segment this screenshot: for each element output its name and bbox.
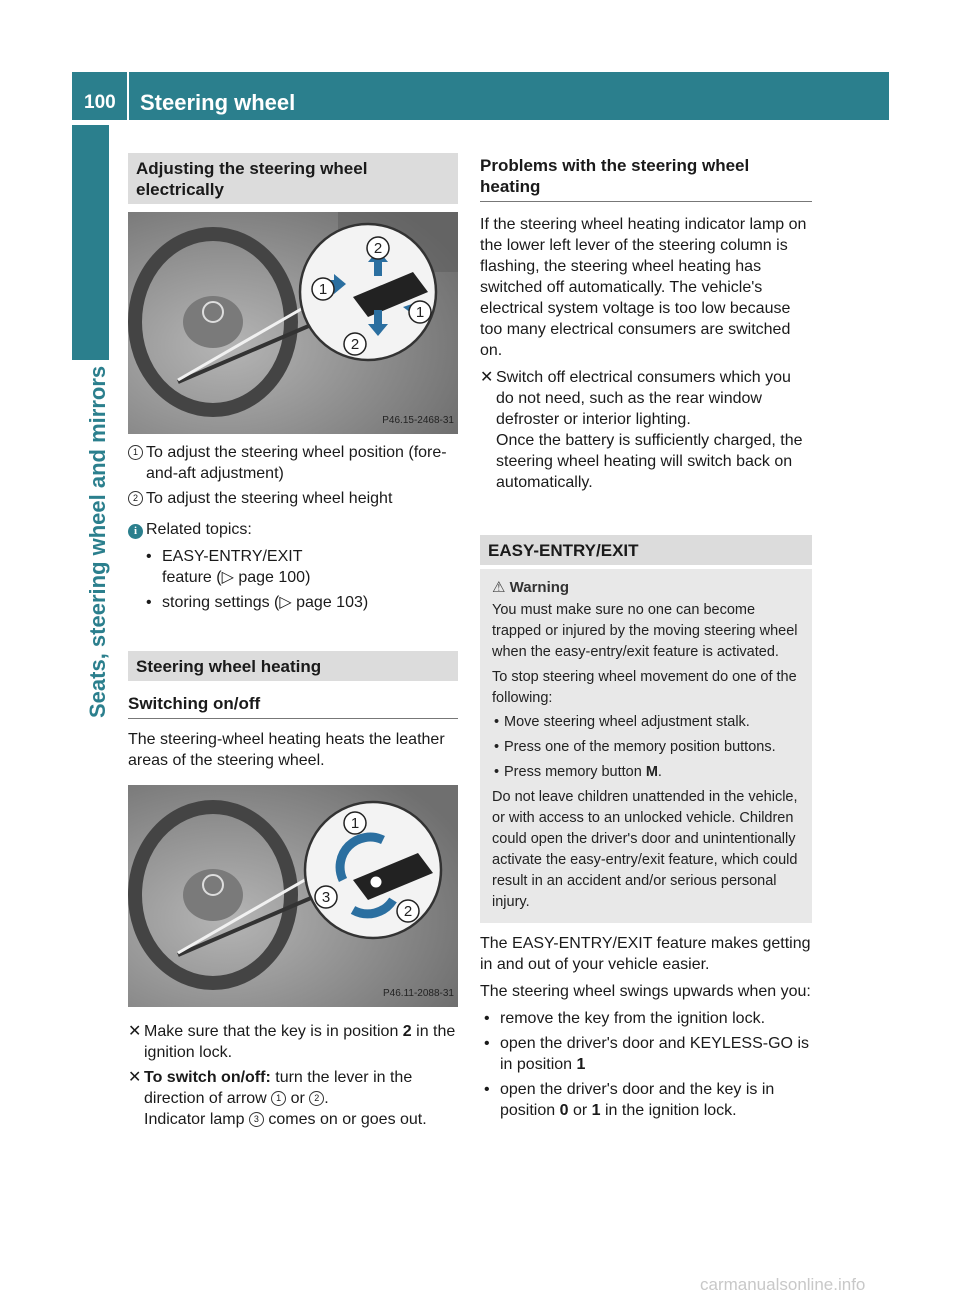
bullet-icon: • [494,739,500,755]
warning-bullet: Move steering wheel adjustment stalk. [504,714,750,730]
list-item [492,712,806,733]
bullet-icon: • [484,1035,490,1052]
callout-item-2 [128,488,458,509]
step-text: Switch off electrical consumers which you do not need, such as the rear window defroster or interior lighting. [496,369,791,428]
marker-circle-1: 1 [271,1091,286,1106]
callout-text: To adjust the steering wheel height [146,490,393,507]
bullet-icon: • [494,714,500,730]
list-text: remove the key from the ignition lock. [500,1010,766,1027]
bullet-icon: • [494,764,500,780]
list-item [128,592,458,613]
callout-2: 2 [403,903,413,920]
list-item [492,737,806,758]
left-column [128,153,458,1130]
callout-2b: 2 [350,336,360,353]
position-value: 1 [576,1056,586,1073]
step-text: or [286,1090,310,1107]
section-heading-adjusting: Adjusting the steering wheel electrically [128,153,458,204]
list-text: open the driver's door and KEYLESS-GO is in position [500,1035,809,1073]
warning-text: You must make sure no one can become trapped or injured by the moving steering wheel when the easy-entry/exit feature is activated. [492,602,798,660]
bullet-icon: • [146,548,152,565]
warning-triangle-icon: ⚠ [492,579,506,596]
step-arrow-icon: ✕ [128,1069,142,1086]
chapter-title: Seats, steering wheel and mirrors [85,365,110,718]
marker-circle-2: 2 [309,1091,324,1106]
list-item [480,1008,812,1029]
page-title: Steering wheel [140,90,296,115]
right-column [480,155,812,1121]
related-link[interactable]: EASY-ENTRY/EXIT feature (▷ page 100) [162,548,311,586]
image-caption: P46.15-2468-31 [382,415,454,426]
list-text: open the driver's door and the key is in position [500,1081,775,1119]
watermark: carmanualsonline.info [700,1275,866,1294]
position-value: 1 [591,1102,601,1119]
warning-bullet: Press memory button [504,764,646,780]
section-heading-heating: Steering wheel heating [128,651,458,681]
step-switch [128,1067,458,1130]
step-arrow-icon: ✕ [128,1023,142,1040]
callout-1b: 1 [415,304,425,321]
step-text: in the ignition lock. [144,1023,456,1061]
section-heading-easy-entry: EASY-ENTRY/EXIT [480,535,812,565]
heating-paragraph: The steering-wheel heating heats the leather areas of the steering wheel. [128,731,445,769]
step-text: turn the lever in the direction of arrow [144,1069,413,1107]
step-text: Indicator lamp [144,1111,249,1128]
marker-circle-3: 3 [249,1112,264,1127]
step-text: Once the battery is sufficiently charged, the steering wheel heating will switch back on automatically. [496,432,803,491]
warning-text: Do not leave children unattended in the vehicle, or with access to an unlocked vehicle. Children could open the driver's door and unintentionally activate the easy-entry/exit feature, which could result in an accident and/or serious personal injury. [492,789,798,910]
bullet-icon: • [484,1010,490,1027]
step-switch-off [480,367,812,493]
callout-2a: 2 [373,240,383,257]
warning-text: To stop steering wheel movement do one of the following: [492,669,797,706]
problems-paragraph: If the steering wheel heating indicator lamp on the lower left lever of the steering column is flashing, the steering wheel heating has switched off automatically. The vehicle's electrical system voltage is too low because too many electrical consumers are switched on. [480,216,807,359]
list-item [128,546,458,588]
warning-bullet: . [657,764,662,780]
chapter-tab [72,125,109,360]
list-item [480,1033,812,1075]
info-icon: i [128,524,143,539]
section-heading-problems: Problems with the steering wheel heating [480,155,812,202]
marker-circle-2: 2 [128,491,143,506]
warning-title: Warning [509,579,570,596]
warning-bullet: Press one of the memory position buttons. [504,739,776,755]
step-text: . [324,1090,329,1107]
step-text: comes on or goes out. [263,1111,427,1128]
image-caption: P46.11-2088-31 [383,988,454,999]
callout-text: To adjust the steering wheel position (fore-and-aft adjustment) [146,444,447,482]
callout-3: 3 [321,889,331,906]
page-header [72,72,889,120]
bullet-icon: • [146,594,152,611]
position-value: 0 [559,1102,569,1119]
easy-entry-paragraph: The EASY-ENTRY/EXIT feature makes getting in and out of your vehicle easier. [480,935,811,973]
bullet-icon: • [484,1081,490,1098]
related-heading: Related topics: [146,521,252,538]
related-link[interactable]: storing settings (▷ page 103) [162,594,369,611]
subheading-switching: Switching on/off [128,693,458,719]
list-text: in the ignition lock. [600,1102,737,1119]
callout-item-1 [128,442,458,484]
page-number: 100 [84,92,116,113]
step-arrow-icon: ✕ [480,369,494,386]
list-text: or [568,1102,592,1119]
callout-1a: 1 [318,281,328,298]
step-label: To switch on/off: [144,1069,271,1086]
step-text: Make sure that the key is in position [144,1023,403,1040]
marker-circle-1: 1 [128,445,143,460]
button-name: M [645,764,658,780]
easy-entry-paragraph: The steering wheel swings upwards when you: [480,983,811,1000]
warning-box [480,569,812,923]
related-topics [128,519,458,540]
position-value: 2 [402,1023,412,1040]
header-divider [127,72,129,120]
list-item [492,762,806,783]
list-item [480,1079,812,1121]
steering-adjust-photo [128,212,458,434]
steering-heating-photo [128,785,458,1007]
step-key-position [128,1021,458,1063]
callout-1: 1 [350,815,360,832]
